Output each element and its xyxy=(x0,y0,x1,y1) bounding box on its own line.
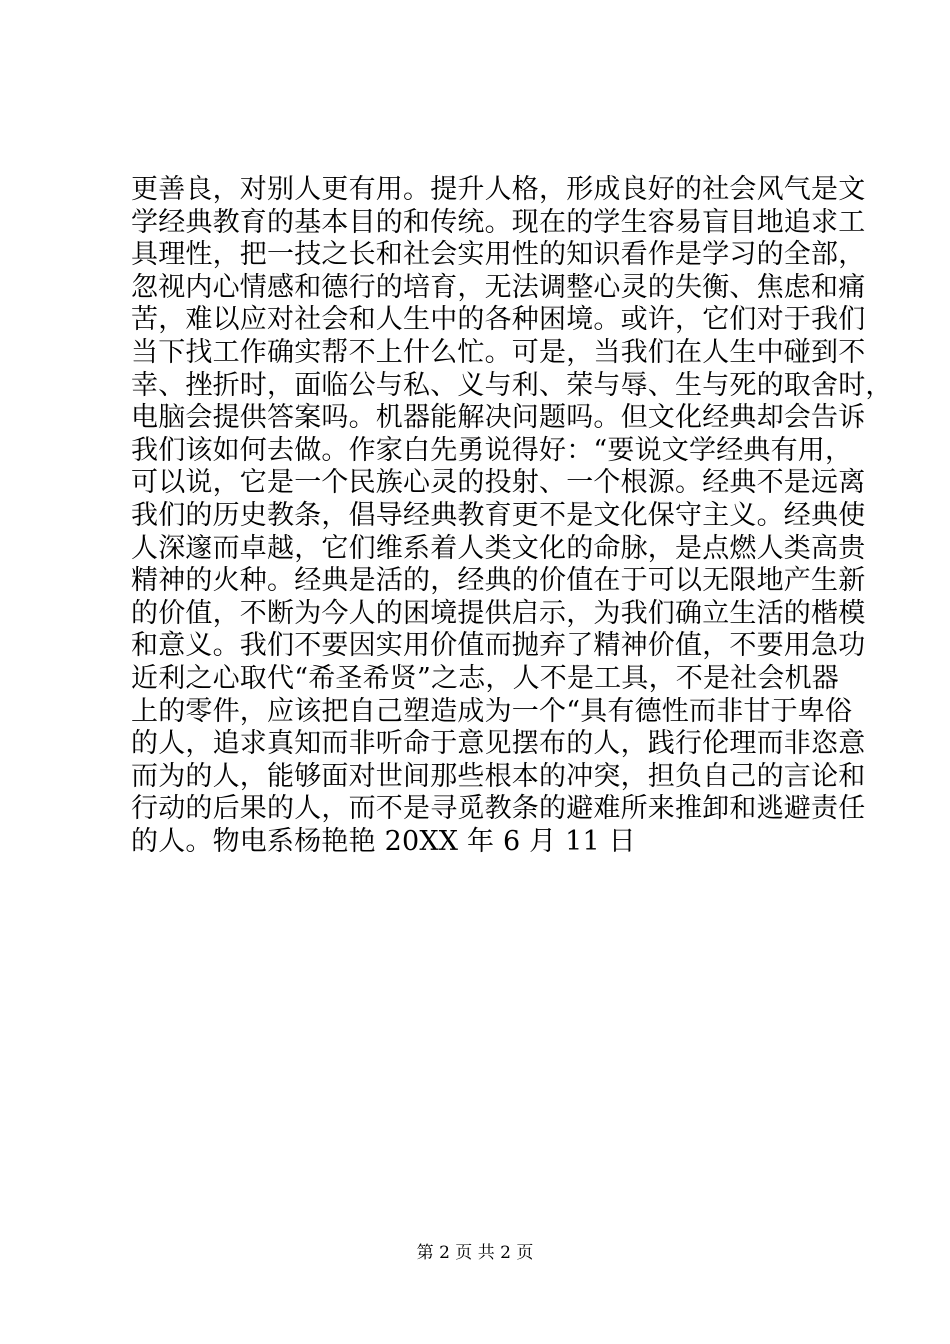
text-line: 幸、挫折时，面临公与私、义与利、荣与辱、生与死的取舍时， xyxy=(131,369,893,401)
text-line: 具理性，把一技之长和社会实用性的知识看作是学习的全部， xyxy=(131,239,866,271)
text-line: 学经典教育的基本目的和传统。现在的学生容易盲目地追求工 xyxy=(131,206,866,238)
text-line: 当下找工作确实帮不上什么忙。可是，当我们在人生中碰到不 xyxy=(131,336,866,368)
text-line: 苦，难以应对社会和人生中的各种困境。或许，它们对于我们 xyxy=(131,304,866,336)
text-line: 更善良，对别人更有用。提升人格，形成良好的社会风气是文 xyxy=(131,174,866,205)
text-line: 电脑会提供答案吗。机器能解决问题吗。但文化经典却会告诉 xyxy=(131,402,866,434)
text-line: 忽视内心情感和德行的培育，无法调整心灵的失衡、焦虑和痛 xyxy=(131,271,866,303)
text-line: 的人。物电系杨艳艳 20XX 年 6 月 11 日 xyxy=(131,825,636,857)
text-line: 可以说，它是一个民族心灵的投射、一个根源。经典不是远离 xyxy=(131,467,866,499)
text-line: 上的零件，应该把自己塑造成为一个“具有德性而非甘于卑俗 xyxy=(131,695,853,727)
text-line: 精神的火种。经典是活的，经典的价值在于可以无限地产生新 xyxy=(131,565,866,597)
text-line: 行动的后果的人，而不是寻觅教条的避难所来推卸和逃避责任 xyxy=(131,793,866,825)
text-line: 我们该如何去做。作家白先勇说得好：“要说文学经典有用， xyxy=(131,434,853,466)
text-line: 我们的历史教条，倡导经典教育更不是文化保守主义。经典使 xyxy=(131,499,866,531)
text-line: 的人，追求真知而非听命于意见摆布的人，践行伦理而非恣意 xyxy=(131,728,866,760)
text-line: 近利之心取代“希圣希贤”之志，人不是工具，不是社会机器 xyxy=(131,662,840,694)
text-line: 人深邃而卓越，它们维系着人类文化的命脉，是点燃人类高贵 xyxy=(131,532,866,564)
text-line: 和意义。我们不要因实用价值而抛弃了精神价值，不要用急功 xyxy=(131,630,866,662)
page-footer: 第 2 页 共 2 页 xyxy=(416,1243,534,1263)
text-line: 而为的人，能够面对世间那些根本的冲突，担负自己的言论和 xyxy=(131,760,866,792)
body-paragraph xyxy=(131,174,893,858)
text-line: 的价值，不断为今人的困境提供启示，为我们确立生活的楷模 xyxy=(131,597,866,629)
